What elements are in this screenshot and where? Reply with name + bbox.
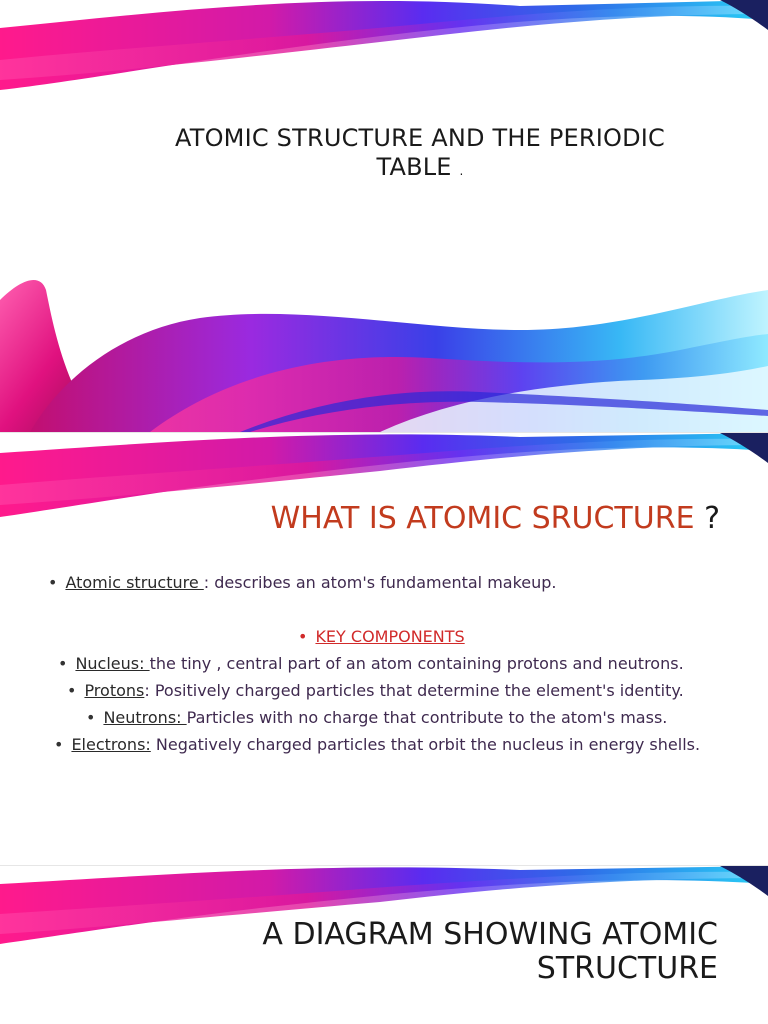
slide-1-title-line1: ATOMIC STRUCTURE AND THE PERIODIC bbox=[174, 124, 666, 152]
bullet-text: Negatively charged particles that orbit the nucleus in energy shells. bbox=[150, 735, 701, 754]
bullet-term: KEY COMPONENTS bbox=[315, 627, 465, 646]
bullet-neutrons: • Neutrons: Particles with no charge that contribute to the atom's mass. bbox=[86, 708, 668, 727]
wave-decoration-top bbox=[0, 0, 768, 432]
bullet-text: : Positively charged particles that determine the element's identity. bbox=[144, 681, 684, 700]
bullet-nucleus: • Nucleus: the tiny , central part of an atom containing protons and neutrons. bbox=[58, 654, 684, 673]
slide-2-title-tail: ? bbox=[694, 501, 720, 536]
bullet-text: the tiny , central part of an atom containing protons and neutrons. bbox=[149, 654, 684, 673]
slide-3-title bbox=[198, 918, 718, 986]
bullet-text: : describes an atom's fundamental makeup. bbox=[203, 573, 557, 592]
slide-2 bbox=[0, 433, 768, 865]
bullet-atomic-structure: • Atomic structure : describes an atom's fundamental makeup. bbox=[48, 573, 557, 592]
slide-3-title-line2: STRUCTURE bbox=[536, 951, 718, 986]
slide-2-title bbox=[271, 501, 720, 536]
bullet-term: Protons bbox=[84, 681, 145, 700]
slide-1 bbox=[0, 0, 768, 432]
slide-2-title-main: WHAT IS ATOMIC SRUCTURE bbox=[270, 501, 695, 536]
slide-1-title bbox=[150, 124, 690, 186]
bullet-text: Particles with no charge that contribute to the atom's mass. bbox=[186, 708, 668, 727]
slide-1-title-suffix: . bbox=[459, 164, 464, 178]
bullet-term: Atomic structure bbox=[65, 573, 204, 592]
bullet-term: Electrons: bbox=[71, 735, 151, 754]
bullet-term: Nucleus: bbox=[75, 654, 150, 673]
bullet-electrons: • Electrons: Negatively charged particles that orbit the nucleus in energy shells. bbox=[54, 735, 701, 754]
bullet-key-components: • KEY COMPONENTS bbox=[298, 627, 465, 646]
slide-1-title-line2: TABLE bbox=[376, 153, 452, 181]
slide-3 bbox=[0, 866, 768, 1024]
slide-3-title-line1: A DIAGRAM SHOWING ATOMIC bbox=[262, 917, 718, 952]
bullet-protons: • Protons: Positively charged particles that determine the element's identity. bbox=[67, 681, 684, 700]
bullet-term: Neutrons: bbox=[103, 708, 187, 727]
